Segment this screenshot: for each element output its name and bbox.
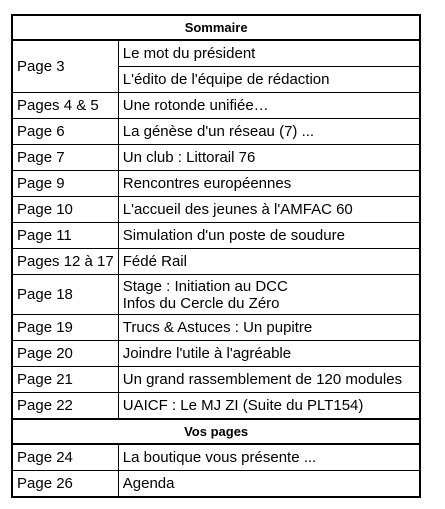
article-title: La génèse d'un réseau (7) ... <box>122 123 315 140</box>
article-title-cell <box>118 223 420 249</box>
article-title: L'accueil des jeunes à l'AMFAC 60 <box>122 201 353 218</box>
article-title: Rencontres européennes <box>122 175 292 192</box>
toc-row <box>12 275 420 315</box>
toc-row <box>12 119 420 145</box>
article-title-cell <box>118 171 420 197</box>
page-number: Page 7 <box>12 145 118 171</box>
toc-row <box>12 315 420 341</box>
section-heading-row <box>12 15 420 40</box>
table-of-contents <box>11 14 421 498</box>
page-number: Page 20 <box>12 341 118 367</box>
toc-row <box>12 171 420 197</box>
article-title-cell <box>118 119 420 145</box>
article-title: Un club : Littorail 76 <box>122 149 256 166</box>
page-number: Page 24 <box>12 444 118 471</box>
page-number: Page 3 <box>12 40 118 93</box>
article-title-cell <box>118 341 420 367</box>
article-title-cell <box>118 197 420 223</box>
article-title: Simulation d'un poste de soudure <box>122 227 345 244</box>
page-number: Page 22 <box>12 393 118 420</box>
article-title-cell <box>118 315 420 341</box>
article-title: Un grand rassemblement de 120 modules <box>122 371 403 388</box>
page-number: Page 26 <box>12 471 118 498</box>
page-number: Page 6 <box>12 119 118 145</box>
page-number: Page 18 <box>12 275 118 315</box>
article-title: Joindre l'utile à l'agréable <box>122 345 292 362</box>
article-title: Stage : Initiation au DCC <box>122 277 288 295</box>
article-title-cell <box>118 393 420 420</box>
section-heading-row <box>12 419 420 444</box>
toc-row <box>12 367 420 393</box>
article-title-cell <box>118 471 420 498</box>
toc-row <box>12 393 420 420</box>
page-number: Page 21 <box>12 367 118 393</box>
toc-body <box>12 15 420 497</box>
section-heading: Sommaire <box>12 15 420 40</box>
toc-row <box>12 444 420 471</box>
toc-row <box>12 341 420 367</box>
toc-row <box>12 223 420 249</box>
article-title: La boutique vous présente ... <box>122 449 317 466</box>
page-number: Pages 12 à 17 <box>12 249 118 275</box>
toc-row <box>12 145 420 171</box>
article-title-cell <box>118 367 420 393</box>
section-heading: Vos pages <box>12 419 420 444</box>
article-title-cell <box>118 444 420 471</box>
toc-row <box>12 249 420 275</box>
article-title: Le mot du président <box>118 40 420 67</box>
article-title-cell <box>118 145 420 171</box>
toc-row <box>12 197 420 223</box>
page-number: Pages 4 & 5 <box>12 93 118 119</box>
article-title: Agenda <box>122 475 175 492</box>
article-title: Infos du Cercle du Zéro <box>122 294 280 312</box>
page-number: Page 11 <box>12 223 118 249</box>
article-title: Une rotonde unifiée… <box>122 97 269 114</box>
article-title: Fédé Rail <box>122 253 187 270</box>
toc-row <box>12 93 420 119</box>
toc-row <box>12 471 420 498</box>
page-number: Page 10 <box>12 197 118 223</box>
article-title-cell <box>118 249 420 275</box>
page-number: Page 19 <box>12 315 118 341</box>
article-title: UAICF : Le MJ ZI (Suite du PLT154) <box>122 397 364 414</box>
article-title-cell <box>118 275 420 315</box>
toc-row <box>12 40 420 67</box>
article-title: L'édito de l'équipe de rédaction <box>118 67 420 93</box>
article-title: Trucs & Astuces : Un pupitre <box>122 319 313 336</box>
article-title-cell <box>118 93 420 119</box>
page-number: Page 9 <box>12 171 118 197</box>
